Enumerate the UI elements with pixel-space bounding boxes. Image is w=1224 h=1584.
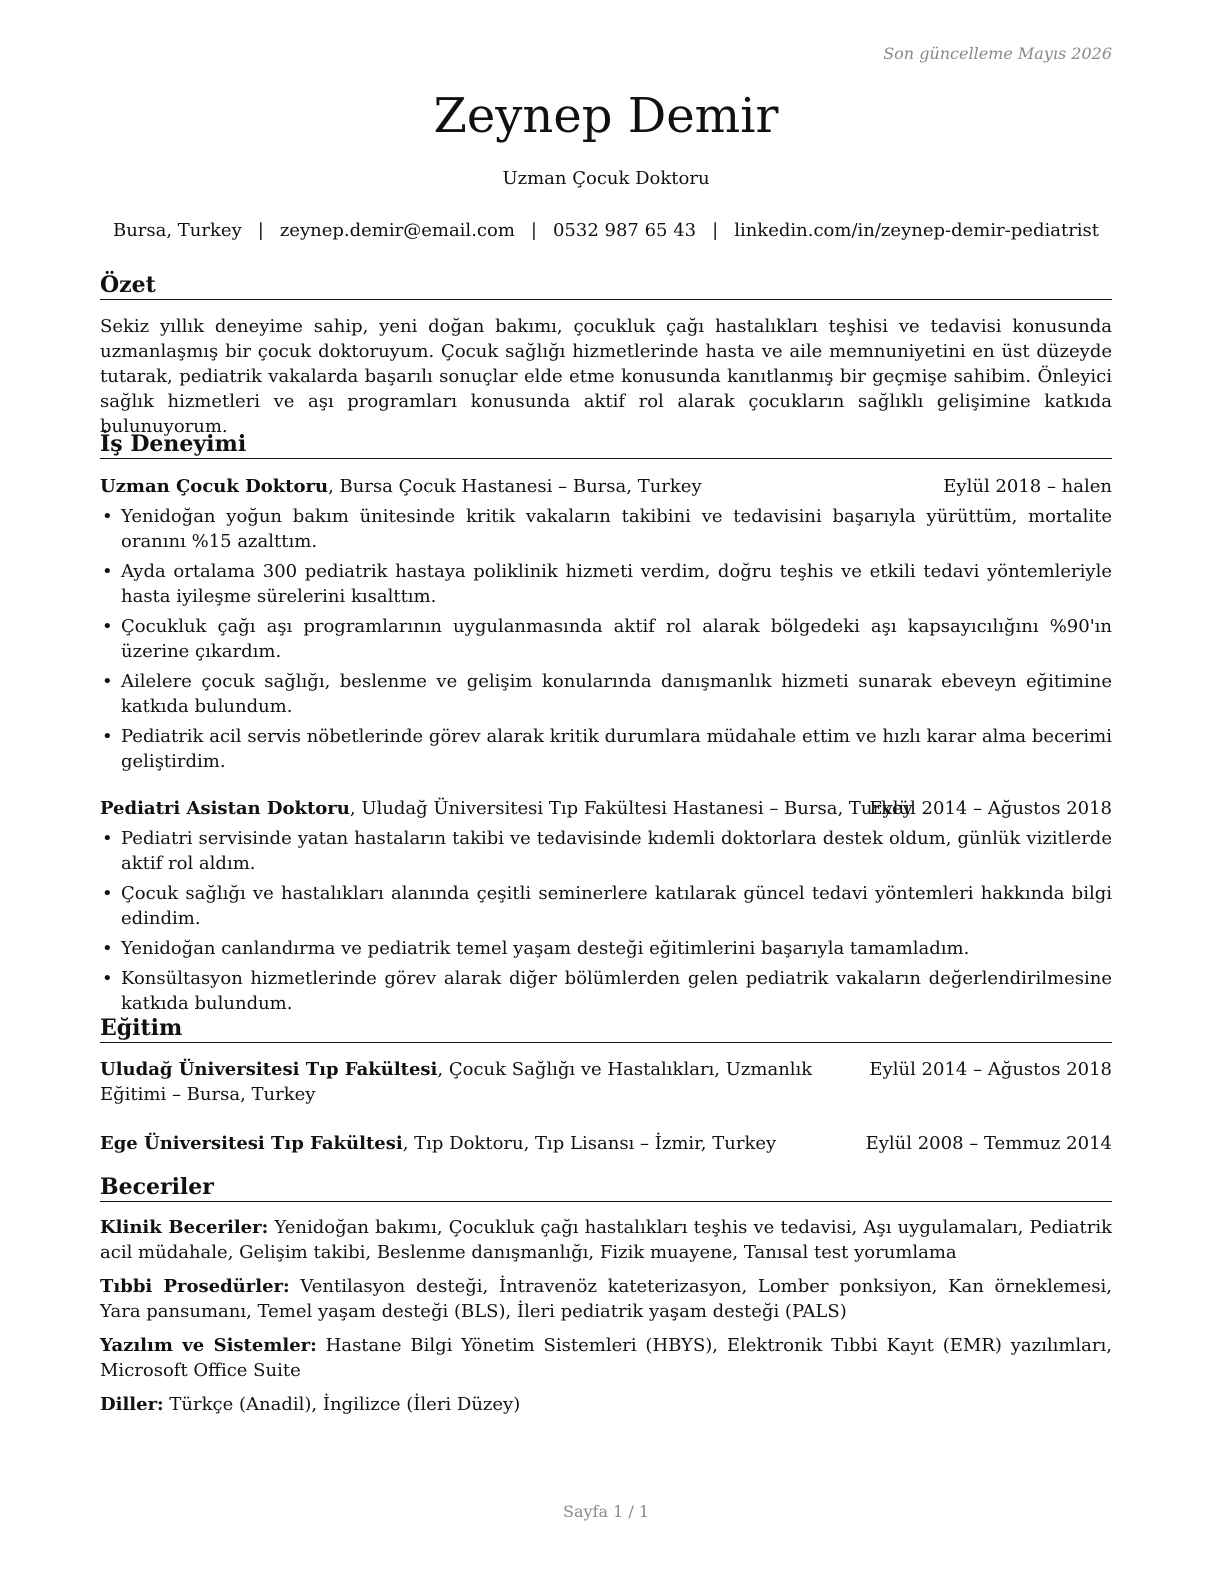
education-detail: , Tıp Doktoru, Tıp Lisansı – İzmir, Turkey	[402, 1133, 777, 1154]
skill-label: Klinik Beceriler:	[100, 1217, 269, 1238]
contact-separator: |	[530, 220, 537, 241]
skill-text: Yenidoğan bakımı, Çocukluk çağı hastalıkları teşhis ve tedavisi, Aşı uygulamaları, Pediatrik acil müdahale, Gelişim takibi, Beslenme danışmanlığı, Fizik muayene, Tanısal test yorumlama	[100, 1217, 1112, 1263]
job-bullet: • Yenidoğan canlandırma ve pediatrik temel yaşam desteği eğitimlerini başarıyla tamamladım.	[100, 936, 1112, 961]
education-entry	[100, 1131, 1112, 1156]
job-bullet: • Çocuk sağlığı ve hastalıkları alanında çeşitli seminerlere katılarak güncel tedavi yöntemleri hakkında bilgi edindim.	[100, 881, 1112, 931]
skill-group	[100, 1392, 1112, 1417]
contact-phone[interactable]: 0532 987 65 43	[552, 220, 697, 241]
education-entry	[100, 1057, 1112, 1107]
skill-label: Tıbbi Prosedürler:	[100, 1276, 290, 1297]
skill-text: Hastane Bilgi Yönetim Sistemleri (HBYS), Elektronik Tıbbi Kayıt (EMR) yazılımları, Microsoft Office Suite	[100, 1335, 1112, 1381]
education-dates: Eylül 2008 – Temmuz 2014	[865, 1133, 1112, 1154]
skill-text: Türkçe (Anadil), İngilizce (İleri Düzey)	[163, 1394, 521, 1415]
job-dates: Eylül 2014 – Ağustos 2018	[869, 798, 1112, 819]
contact-line	[100, 219, 1112, 243]
candidate-name: Zeynep Demir	[433, 88, 779, 144]
job-bullets	[100, 504, 1112, 779]
education-dates: Eylül 2014 – Ağustos 2018	[869, 1059, 1112, 1080]
section-heading-education: Eğitim	[100, 1014, 1112, 1043]
skill-group	[100, 1274, 1112, 1324]
section-heading-skills: Beceriler	[100, 1173, 1112, 1202]
job-bullet: • Pediatrik acil servis nöbetlerinde görev alarak kritik durumlara müdahale ettim ve hızlı karar alma becerimi geliştirdim.	[100, 724, 1112, 774]
contact-linkedin[interactable]: linkedin.com/in/zeynep-demir-pediatrist	[734, 220, 1100, 241]
contact-location: Bursa, Turkey	[112, 220, 242, 241]
job-bullet: • Çocukluk çağı aşı programlarının uygulanmasında aktif rol alarak bölgedeki aşı kapsayıcılığını %90'ın üzerine çıkardım.	[100, 614, 1112, 664]
skill-group	[100, 1333, 1112, 1383]
job-role: Pediatri Asistan Doktoru	[100, 798, 350, 819]
job-header	[100, 474, 1112, 499]
job-bullet: • Ailelere çocuk sağlığı, beslenme ve gelişim konularında danışmanlık hizmeti sunarak ebeveyn eğitimine katkıda bulundum.	[100, 669, 1112, 719]
job-bullet: • Pediatri servisinde yatan hastaların takibi ve tedavisinde kıdemli doktorlara destek oldum, günlük vizitlerde aktif rol aldım.	[100, 826, 1112, 876]
job-organization: , Bursa Çocuk Hastanesi – Bursa, Turkey	[328, 476, 702, 497]
job-role: Uzman Çocuk Doktoru	[100, 476, 329, 497]
last-updated-note: Son güncelleme Mayıs 2026	[883, 44, 1112, 63]
summary-text: Sekiz yıllık deneyime sahip, yeni doğan bakımı, çocukluk çağı hastalıkları teşhisi ve tedavisi konusunda uzmanlaşmış bir çocuk doktoruyum. Çocuk sağlığı hizmetlerinde hasta ve aile memnuniyetini en üst düzeyde tutarak, pediatrik vakalarda başarılı sonuçlar elde etme konusunda kanıtlanmış bir geçmişe sahibim. Önleyici sağlık hizmetleri ve aşı programları konusunda aktif rol alarak çocukların sağlıklı gelişimine katkıda bulunuyorum.	[100, 316, 1112, 437]
contact-email[interactable]: zeynep.demir@email.com	[279, 220, 515, 241]
job-bullet: • Ayda ortalama 300 pediatrik hastaya poliklinik hizmeti verdim, doğru teşhis ve etkili tedavi yöntemleriyle hasta iyileşme sürelerini kısalttım.	[100, 559, 1112, 609]
contact-separator: |	[257, 220, 264, 241]
candidate-title: Uzman Çocuk Doktoru	[502, 168, 710, 189]
skill-text: Ventilasyon desteği, İntravenöz kateterizasyon, Lomber ponksiyon, Kan örneklemesi, Yara pansumanı, Temel yaşam desteği (BLS), İleri pediatrik yaşam desteği (PALS)	[100, 1276, 1112, 1322]
resume-page	[100, 0, 1112, 1584]
education-school: Ege Üniversitesi Tıp Fakültesi	[100, 1133, 403, 1154]
job-bullet: • Yenidoğan yoğun bakım ünitesinde kritik vakaların takibini ve tedavisini başarıyla yürüttüm, mortalite oranını %15 azalttım.	[100, 504, 1112, 554]
section-heading-experience: İş Deneyimi	[100, 430, 1112, 459]
contact-separator: |	[712, 220, 719, 241]
job-organization: , Uludağ Üniversitesi Tıp Fakültesi Hastanesi – Bursa, Turkey	[349, 798, 913, 819]
skill-group	[100, 1215, 1112, 1265]
job-header	[100, 796, 1112, 821]
job-dates: Eylül 2018 – halen	[943, 476, 1112, 497]
skill-label: Diller:	[100, 1394, 164, 1415]
page-number-footer: Sayfa 1 / 1	[562, 1502, 649, 1521]
education-school: Uludağ Üniversitesi Tıp Fakültesi	[100, 1059, 438, 1080]
section-heading-summary: Özet	[100, 271, 1112, 300]
job-bullets	[100, 826, 1112, 1021]
education-detail: , Çocuk Sağlığı ve Hastalıkları, Uzmanlık Eğitimi – Bursa, Turkey	[100, 1059, 813, 1105]
skill-label: Yazılım ve Sistemler:	[100, 1335, 317, 1356]
job-bullet: • Konsültasyon hizmetlerinde görev alarak diğer bölümlerden gelen pediatrik vakaların değerlendirilmesine katkıda bulundum.	[100, 966, 1112, 1016]
